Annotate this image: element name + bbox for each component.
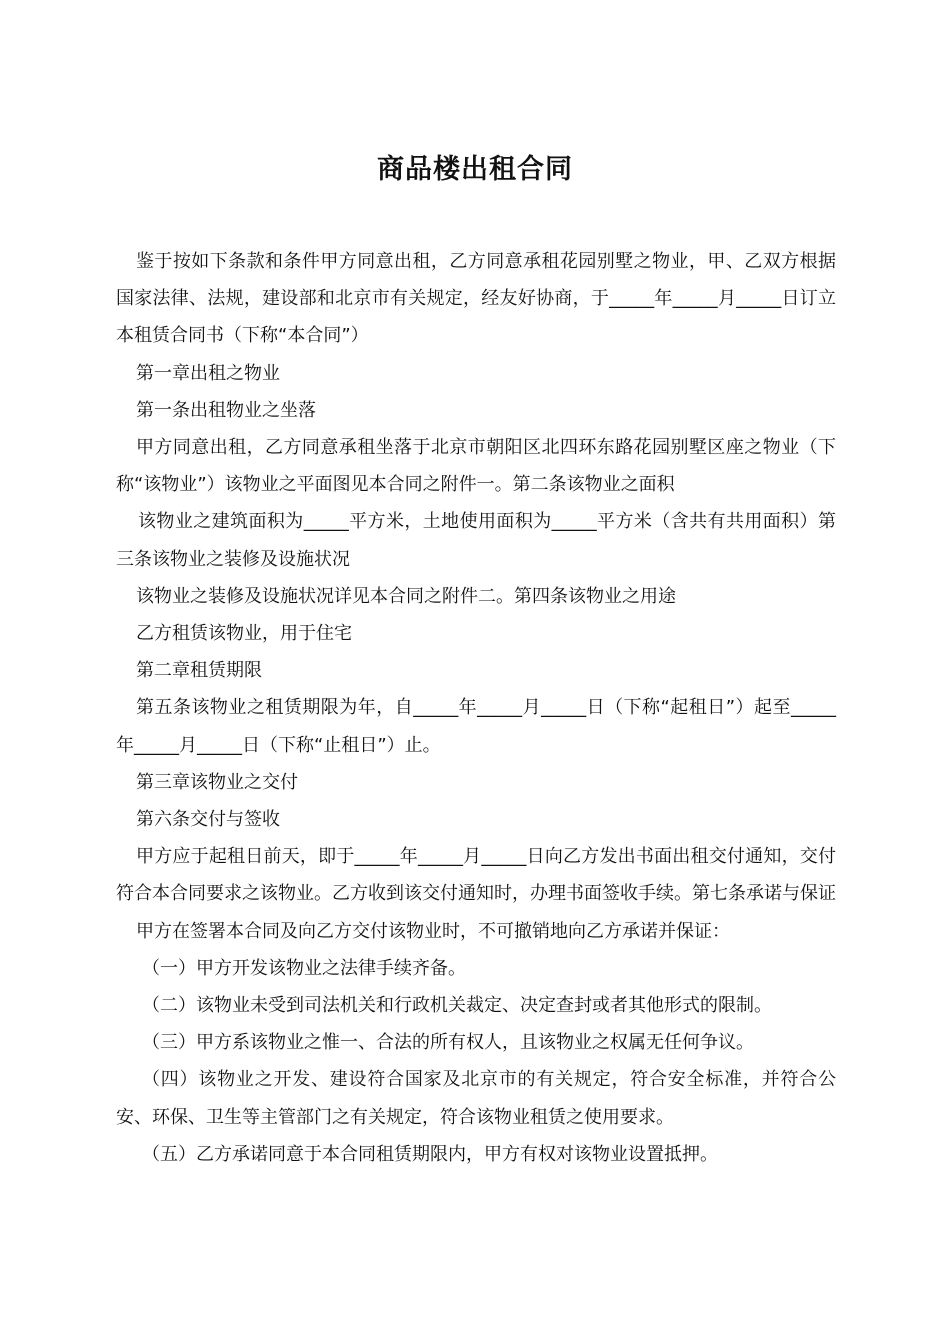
paragraph: 该物业之装修及设施状况详见本合同之附件二。第四条该物业之用途	[136, 585, 676, 607]
list-item: （二）该物业未受到司法机关和行政机关裁定、决定查封或者其他形式的限制。	[142, 995, 772, 1017]
chapter-heading: 第三章该物业之交付	[136, 771, 298, 793]
article-heading: 第一条出租物业之坐落	[136, 399, 316, 421]
chapter-heading: 第一章出租之物业	[136, 362, 280, 384]
paragraph: 甲方在签署本合同及向乙方交付该物业时，不可撤销地向乙方承诺并保证：	[136, 920, 730, 942]
paragraph: 甲方同意出租，乙方同意承租坐落于北京市朝阳区北四环东路花园别墅区座之物业（下称“该物业”）该物业之平面图见本合同之附件一。第二条该物业之面积	[116, 437, 836, 496]
list-item: （四）该物业之开发、建设符合国家及北京市的有关规定，符合安全标准，并符合公安、环保、卫生等主管部门之有关规定，符合该物业租赁之使用要求。	[116, 1069, 836, 1128]
chapter-heading: 第二章租赁期限	[136, 660, 262, 682]
document-body	[116, 243, 836, 1173]
paragraph: 第五条该物业之租赁期限为年，自_____年_____月_____日（下称“起租日”）起至_____年_____月_____日（下称“止租日”）止。	[116, 697, 836, 756]
paragraph: 乙方租赁该物业，用于住宅	[136, 623, 352, 645]
paragraph: 该物业之建筑面积为_____平方米，土地使用面积为_____平方米（含共有共用面积）第三条该物业之装修及设施状况	[116, 511, 836, 570]
article-heading: 第六条交付与签收	[136, 809, 280, 831]
paragraph: 甲方应于起租日前天，即于_____年_____月_____日向乙方发出书面出租交付通知，交付符合本合同要求之该物业。乙方收到该交付通知时，办理书面签收手续。第七条承诺与保证	[116, 846, 836, 905]
document-title: 商品楼出租合同	[377, 154, 573, 186]
list-item: （三）甲方系该物业之惟一、合法的所有权人，且该物业之权属无任何争议。	[142, 1032, 754, 1054]
list-item: （五）乙方承诺同意于本合同租赁期限内，甲方有权对该物业设置抵押。	[142, 1143, 718, 1165]
paragraph-preamble: 鉴于按如下条款和条件甲方同意出租，乙方同意承租花园别墅之物业，甲、乙双方根据国家法律、法规，建设部和北京市有关规定，经友好协商，于_____年_____月_____日订立本租赁合同书（下称“本合同”）	[116, 251, 836, 347]
list-item: （一）甲方开发该物业之法律手续齐备。	[142, 957, 466, 979]
